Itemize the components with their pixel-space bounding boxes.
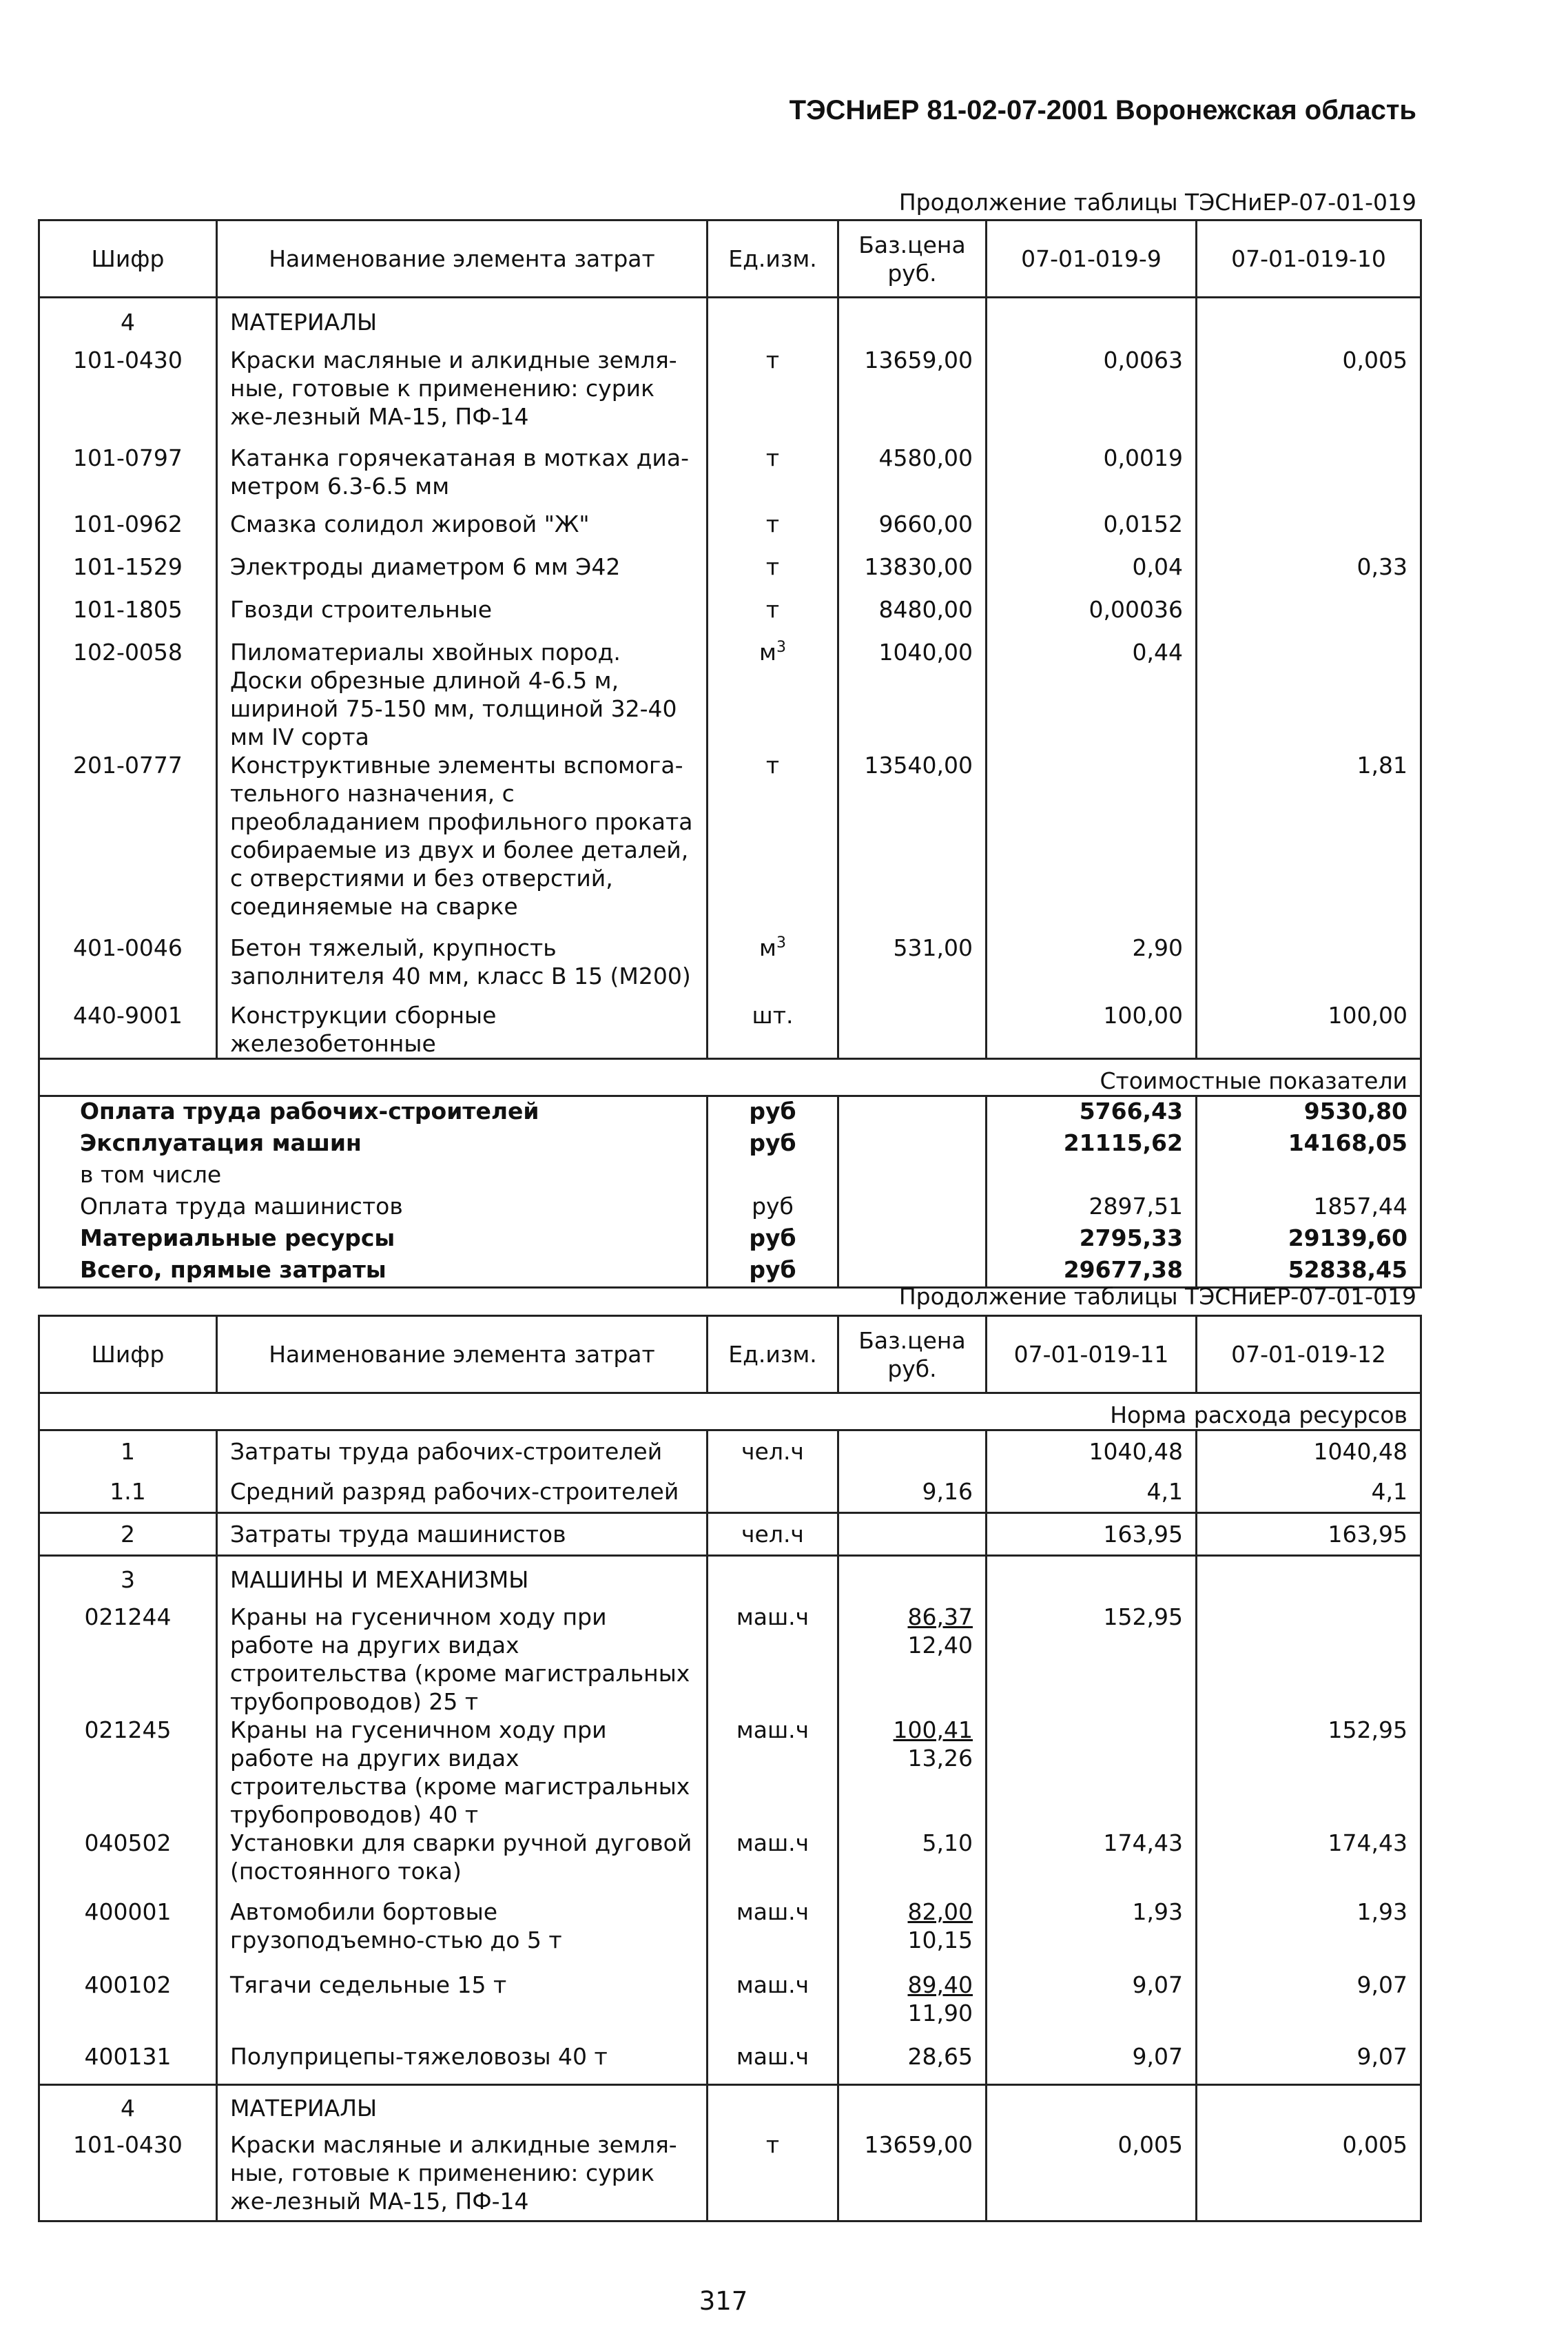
- page-title: ТЭСНиЕР 81-02-07-2001 Воронежская область: [789, 95, 1416, 125]
- section-row: 3 МАШИНЫ И МЕХАНИЗМЫ: [39, 1556, 1421, 1603]
- table-row: 401-0046 Бетон тяжелый, крупность заполнителя 40 мм, класс В 15 (М200) $м^3$ 531,00 2,90: [39, 934, 1421, 1001]
- table-row: 400131 Полуприцепы-тяжеловозы 40 т маш.ч 28,65 9,07 9,07: [39, 2042, 1421, 2085]
- table-row: 021244 Краны на гусеничном ходу при работе на других видах строительства (кроме магистральных трубопроводов) 25 т маш.ч 86,37 12,40 152,95: [39, 1603, 1421, 1716]
- table-row: 400001 Автомобили бортовые грузоподъемно-стью до 5 т маш.ч 82,00 10,15 1,93 1,93: [39, 1898, 1421, 1971]
- table-row: 2 Затраты труда машинистов чел.ч 163,95 163,95: [39, 1513, 1421, 1556]
- table-row: 040502 Установки для сварки ручной дуговой (постоянного тока) маш.ч 5,10 174,43 174,43: [39, 1829, 1421, 1898]
- table-row: 101-1529 Электроды диаметром 6 мм Э42 т 13830,00 0,04 0,33: [39, 553, 1421, 595]
- cost-caption-row: Стоимостные показатели: [39, 1058, 1421, 1096]
- norm-caption-row: Норма расхода ресурсов: [39, 1393, 1421, 1430]
- col-header-code: Шифр: [39, 1316, 217, 1393]
- table2-caption: Продолжение таблицы ТЭСНиЕР-07-01-019: [898, 1283, 1416, 1310]
- col-header-norm-b: 07-01-019-10: [1197, 220, 1421, 298]
- col-header-norm-a: 07-01-019-9: [987, 220, 1197, 298]
- col-header-price: Баз.цена руб.: [838, 1316, 987, 1393]
- cost-row: Оплата труда машинистов руб 2897,51 1857,44: [39, 1192, 1421, 1224]
- table-row: 102-0058 Пиломатериалы хвойных пород. Доски обрезные длиной 4-6.5 м, шириной 75-150 мм, толщиной 32-40 мм IV сорта $м^3$ 1040,00 0,44: [39, 638, 1421, 751]
- cost-row: Материальные ресурсы руб 2795,33 29139,60: [39, 1224, 1421, 1255]
- page-number: 317: [699, 2286, 748, 2316]
- table2: [38, 1315, 1422, 2222]
- col-header-norm-a: 07-01-019-11: [987, 1316, 1197, 1393]
- table1-caption: Продолжение таблицы ТЭСНиЕР-07-01-019: [898, 189, 1416, 216]
- col-header-name: Наименование элемента затрат: [217, 220, 708, 298]
- table1: [38, 219, 1422, 1289]
- table-row: 101-0962 Смазка солидол жировой "Ж" т 9660,00 0,0152: [39, 510, 1421, 553]
- cost-row: Оплата труда рабочих-строителей руб 5766,43 9530,80: [39, 1096, 1421, 1129]
- section-row: 4 МАТЕРИАЛЫ: [39, 2085, 1421, 2131]
- col-header-name: Наименование элемента затрат: [217, 1316, 708, 1393]
- table-row: 101-0797 Катанка горячекатаная в мотках диа-метром 6.3-6.5 мм т 4580,00 0,0019: [39, 444, 1421, 510]
- cost-row: в том числе: [39, 1160, 1421, 1192]
- col-header-norm-b: 07-01-019-12: [1197, 1316, 1421, 1393]
- table-row: 021245 Краны на гусеничном ходу при работе на других видах строительства (кроме магистральных трубопроводов) 40 т маш.ч 100,41 13,26 152,95: [39, 1716, 1421, 1829]
- table-row: 1 Затраты труда рабочих-строителей чел.ч 1040,48 1040,48: [39, 1430, 1421, 1472]
- table-row: 1.1 Средний разряд рабочих-строителей 9,16 4,1 4,1: [39, 1472, 1421, 1513]
- table-row: 400102 Тягачи седельные 15 т маш.ч 89,40 11,90 9,07 9,07: [39, 1971, 1421, 2042]
- col-header-price: Баз.цена руб.: [838, 220, 987, 298]
- table-row: 201-0777 Конструктивные элементы вспомога-тельного назначения, с преобладанием профильного проката собираемые из двух и более деталей, с отверстиями и без отверстий, соединяемые на сварке т 13540,00 1,81: [39, 751, 1421, 934]
- table-row: 101-1805 Гвозди строительные т 8480,00 0,00036: [39, 595, 1421, 638]
- table-row: 440-9001 Конструкции сборные железобетонные шт. 100,00 100,00: [39, 1001, 1421, 1059]
- table-row: 101-0430 Краски масляные и алкидные земля-ные, готовые к применению: сурик же-лезный МА-15, ПФ-14 т 13659,00 0,0063 0,005: [39, 346, 1421, 444]
- col-header-unit: Ед.изм.: [708, 1316, 838, 1393]
- table-row: 101-0430 Краски масляные и алкидные земля-ные, готовые к применению: сурик же-лезный МА-15, ПФ-14 т 13659,00 0,005 0,005: [39, 2131, 1421, 2221]
- col-header-unit: Ед.изм.: [708, 220, 838, 298]
- cost-row: Эксплуатация машин руб 21115,62 14168,05: [39, 1129, 1421, 1160]
- cost-row-total: Всего, прямые затраты руб 29677,38 52838,45: [39, 1255, 1421, 1287]
- section-row: 4 МАТЕРИАЛЫ: [39, 298, 1421, 346]
- col-header-code: Шифр: [39, 220, 217, 298]
